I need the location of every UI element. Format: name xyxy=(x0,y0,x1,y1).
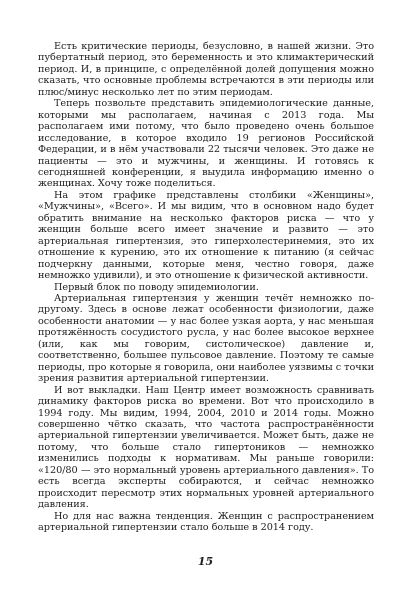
paragraph-1: Есть критические периоды, безусловно, в нашей жизни. Это пубертатный период, это беременность и это климактерический период. И, в принципе, с определённой долей допущения можно сказать, что основные проблемы встречаются в эти периоды или плюс/минус несколько лет по этим периодам. xyxy=(38,41,374,98)
paragraph-5: Артериальная гипертензия у женщин течёт немножко по-другому. Здесь в основе лежат особенности физиологии, даже особенности анатомии — у нас более узкая аорта, у нас меньшая протяжённость сосудистого русла, у нас более высокое верхнее (или, как мы говорим, систолическое) давление и, соответственно, большее пульсовое давление. Поэтому те самые периоды, про которые я говорила, они наиболее уязвимы с точки зрения развития артериальной гипертензии. xyxy=(38,292,374,385)
body-text xyxy=(38,41,374,533)
page-number: 15 xyxy=(197,555,214,568)
paragraph-3: На этом графике представлены столбики «Женщины», «Мужчины», «Всего». И мы видим, что в основном надо будет обратить внимание на несколько факторов риска — что у женщин больше всего имеет значение и развито — это артериальная гипертензия, это гиперхолестеринемия, это их отношение к курению, это их отношение к питанию (я сейчас подчеркну данными, которые меня, честно говоря, даже немножко удивили), и это отношение к физической активности. xyxy=(38,189,374,282)
paragraph-2: Теперь позвольте представить эпидемиологические данные, которыми мы располагаем, начиная с 2013 года. Мы располагаем ими потому, что было проведено очень большое исследование, в которое входило 19 регионов Российской Федерации, и в нём участвовали 22 тысячи человек. Это даже не пациенты — это и мужчины, и женщины. И готовясь к сегодняшней конференции, я выудила информацию именно о женщинах. Хочу тоже поделиться. xyxy=(38,98,374,190)
paragraph-7: Но для нас важна тенденция. Женщин с распространением артериальной гипертензии стало больше в 2014 году. xyxy=(38,510,374,534)
paragraph-4: Первый блок по поводу эпидемиологии. xyxy=(54,281,259,293)
paragraph-6: И вот выкладки. Наш Центр имеет возможность сравнивать динамику факторов риска во времени. Вот что происходило в 1994 году. Мы видим, 1994, 2004, 2010 и 2014 годы. Можно совершенно чётко сказать, что частота распространённости артериальной гипертензии увеличивается. Может быть, даже не потому, что больше стало гипертоников — немножко изменились подходы к нормативам. Мы раньше говорили: «120/80 — это нормальный уровень артериального давления». То есть всегда эксперты собираются, и сейчас немножко происходит пересмотр этих нормальных уровней артериального давления. xyxy=(38,384,374,511)
